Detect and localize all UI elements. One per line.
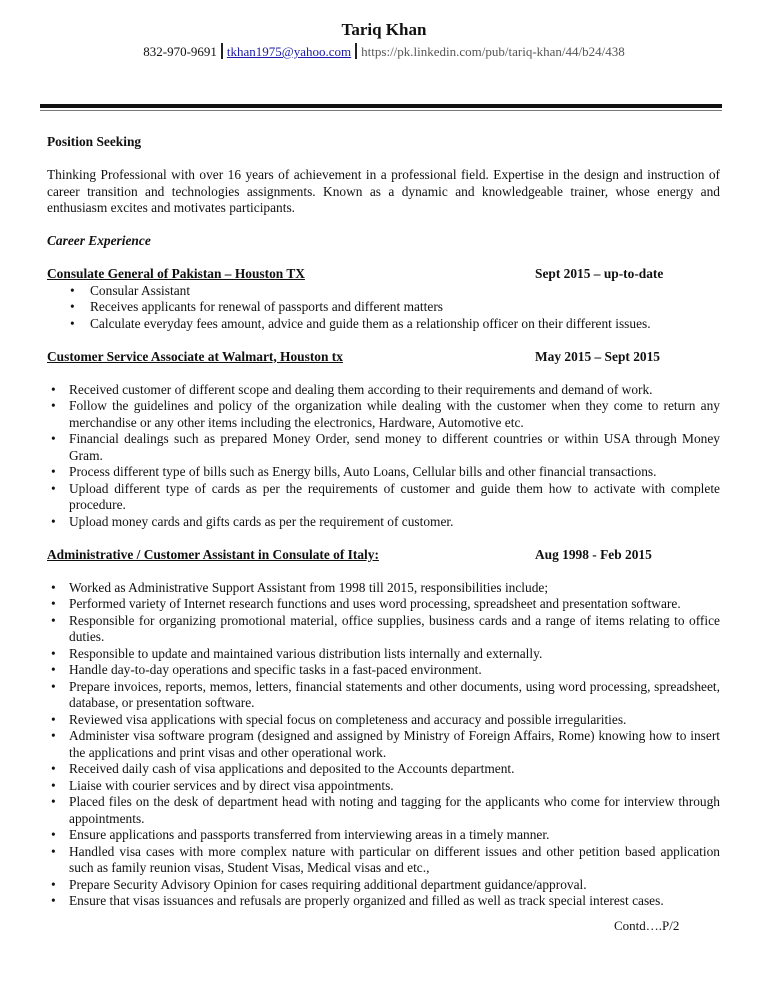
list-item: • Received customer of different scope and dealing them according to their requirements and demand of work.: [47, 382, 720, 399]
list-item: • Calculate everyday fees amount, advice and guide them as a relationship officer on their different issues.: [47, 316, 720, 333]
contact-line: [0, 43, 768, 61]
list-item: • Handle day-to-day operations and specific tasks in a fast-paced environment.: [47, 662, 720, 679]
list-item: • Upload money cards and gifts cards as per the requirement of customer.: [47, 514, 720, 531]
separator: [355, 43, 357, 59]
list-item: • Upload different type of cards as per the requirements of customer and guide them how to activate with complete procedure.: [47, 481, 720, 514]
list-item: • Receives applicants for renewal of passports and different matters: [47, 299, 720, 316]
list-item: • Administer visa software program (designed and assigned by Ministry of Foreign Affairs, Rome) knowing how to insert the applications and print visas and other operational work.: [47, 728, 720, 761]
job-bullets: [47, 283, 720, 333]
job-dates: Aug 1998 - Feb 2015: [535, 546, 652, 562]
header-rule-thin: [40, 110, 722, 111]
job-header: [47, 547, 720, 564]
email-link[interactable]: tkhan1975@yahoo.com: [226, 44, 352, 59]
list-item: • Ensure that visas issuances and refusals are properly organized and filled as well as track special interest cases.: [47, 893, 720, 910]
list-item: • Received daily cash of visa applications and deposited to the Accounts department.: [47, 761, 720, 778]
list-item: • Ensure applications and passports transferred from interviewing areas in a timely manner.: [47, 827, 720, 844]
list-item: • Worked as Administrative Support Assistant from 1998 till 2015, responsibilities include;: [47, 580, 720, 597]
list-item: • Reviewed visa applications with special focus on completeness and accuracy and possible irregularities.: [47, 712, 720, 729]
list-item: • Prepare invoices, reports, memos, letters, financial statements and other documents, using word processing, spreadsheet, database, or presentation software.: [47, 679, 720, 712]
position-summary: Thinking Professional with over 16 years of achievement in a professional field. Expertise in the design and instruction of career transition and technologies assignments. Known as a dynamic and knowledgeable trainer, whose energy and enthusiasm excites and motivates participants.: [47, 167, 720, 215]
job-dates: Sept 2015 – up-to-date: [535, 266, 664, 281]
job-title: Consulate General of Pakistan – Houston TX: [47, 266, 305, 281]
job-header: [47, 349, 720, 366]
list-item: • Process different type of bills such as Energy bills, Auto Loans, Cellular bills and other financial transactions.: [47, 464, 720, 481]
job-title: Customer Service Associate at Walmart, Houston tx: [47, 348, 343, 364]
list-item: • Performed variety of Internet research functions and uses word processing, spreadsheet and presentation software.: [47, 596, 720, 613]
resume-body: [47, 134, 720, 910]
list-item: • Consular Assistant: [47, 283, 720, 300]
list-item: • Handled visa cases with more complex nature with particular on different issues and other petition based application such as family reunion visas, Student Visas, Medical visas and etc.,: [47, 844, 720, 877]
job-dates: May 2015 – Sept 2015: [535, 348, 660, 364]
experience-heading: Career Experience: [47, 233, 151, 248]
linkedin-url[interactable]: https://pk.linkedin.com/pub/tariq-khan/44/b24/438: [361, 44, 625, 59]
separator: [221, 43, 223, 59]
list-item: • Responsible for organizing promotional material, office supplies, business cards and a range of items relating to office duties.: [47, 613, 720, 646]
list-item: • Placed files on the desk of department head with noting and tagging for the applicants who come for interview through appointments.: [47, 794, 720, 827]
job-title: Administrative / Customer Assistant in Consulate of Italy:: [47, 546, 379, 562]
position-heading: Position Seeking: [47, 134, 142, 149]
job-bullets: [47, 382, 720, 531]
list-item: • Liaise with courier services and by direct visa appointments.: [47, 778, 720, 795]
list-item: • Follow the guidelines and policy of the organization while dealing with the customer when they come to return any merchandise or any other items including the electronics, Hardware, Automotive etc.: [47, 398, 720, 431]
list-item: • Prepare Security Advisory Opinion for cases requiring additional department guidance/approval.: [47, 877, 720, 894]
list-item: • Financial dealings such as prepared Money Order, send money to different countries or within USA through Money Gram.: [47, 431, 720, 464]
phone: 832-970-9691: [143, 44, 217, 59]
candidate-name: Tariq Khan: [341, 20, 427, 39]
list-item: • Responsible to update and maintained various distribution lists internally and externally.: [47, 646, 720, 663]
job-bullets: [47, 580, 720, 910]
job-header: [47, 266, 720, 283]
continued-note: Contd….P/2: [614, 918, 680, 933]
header-rule: [40, 104, 722, 108]
